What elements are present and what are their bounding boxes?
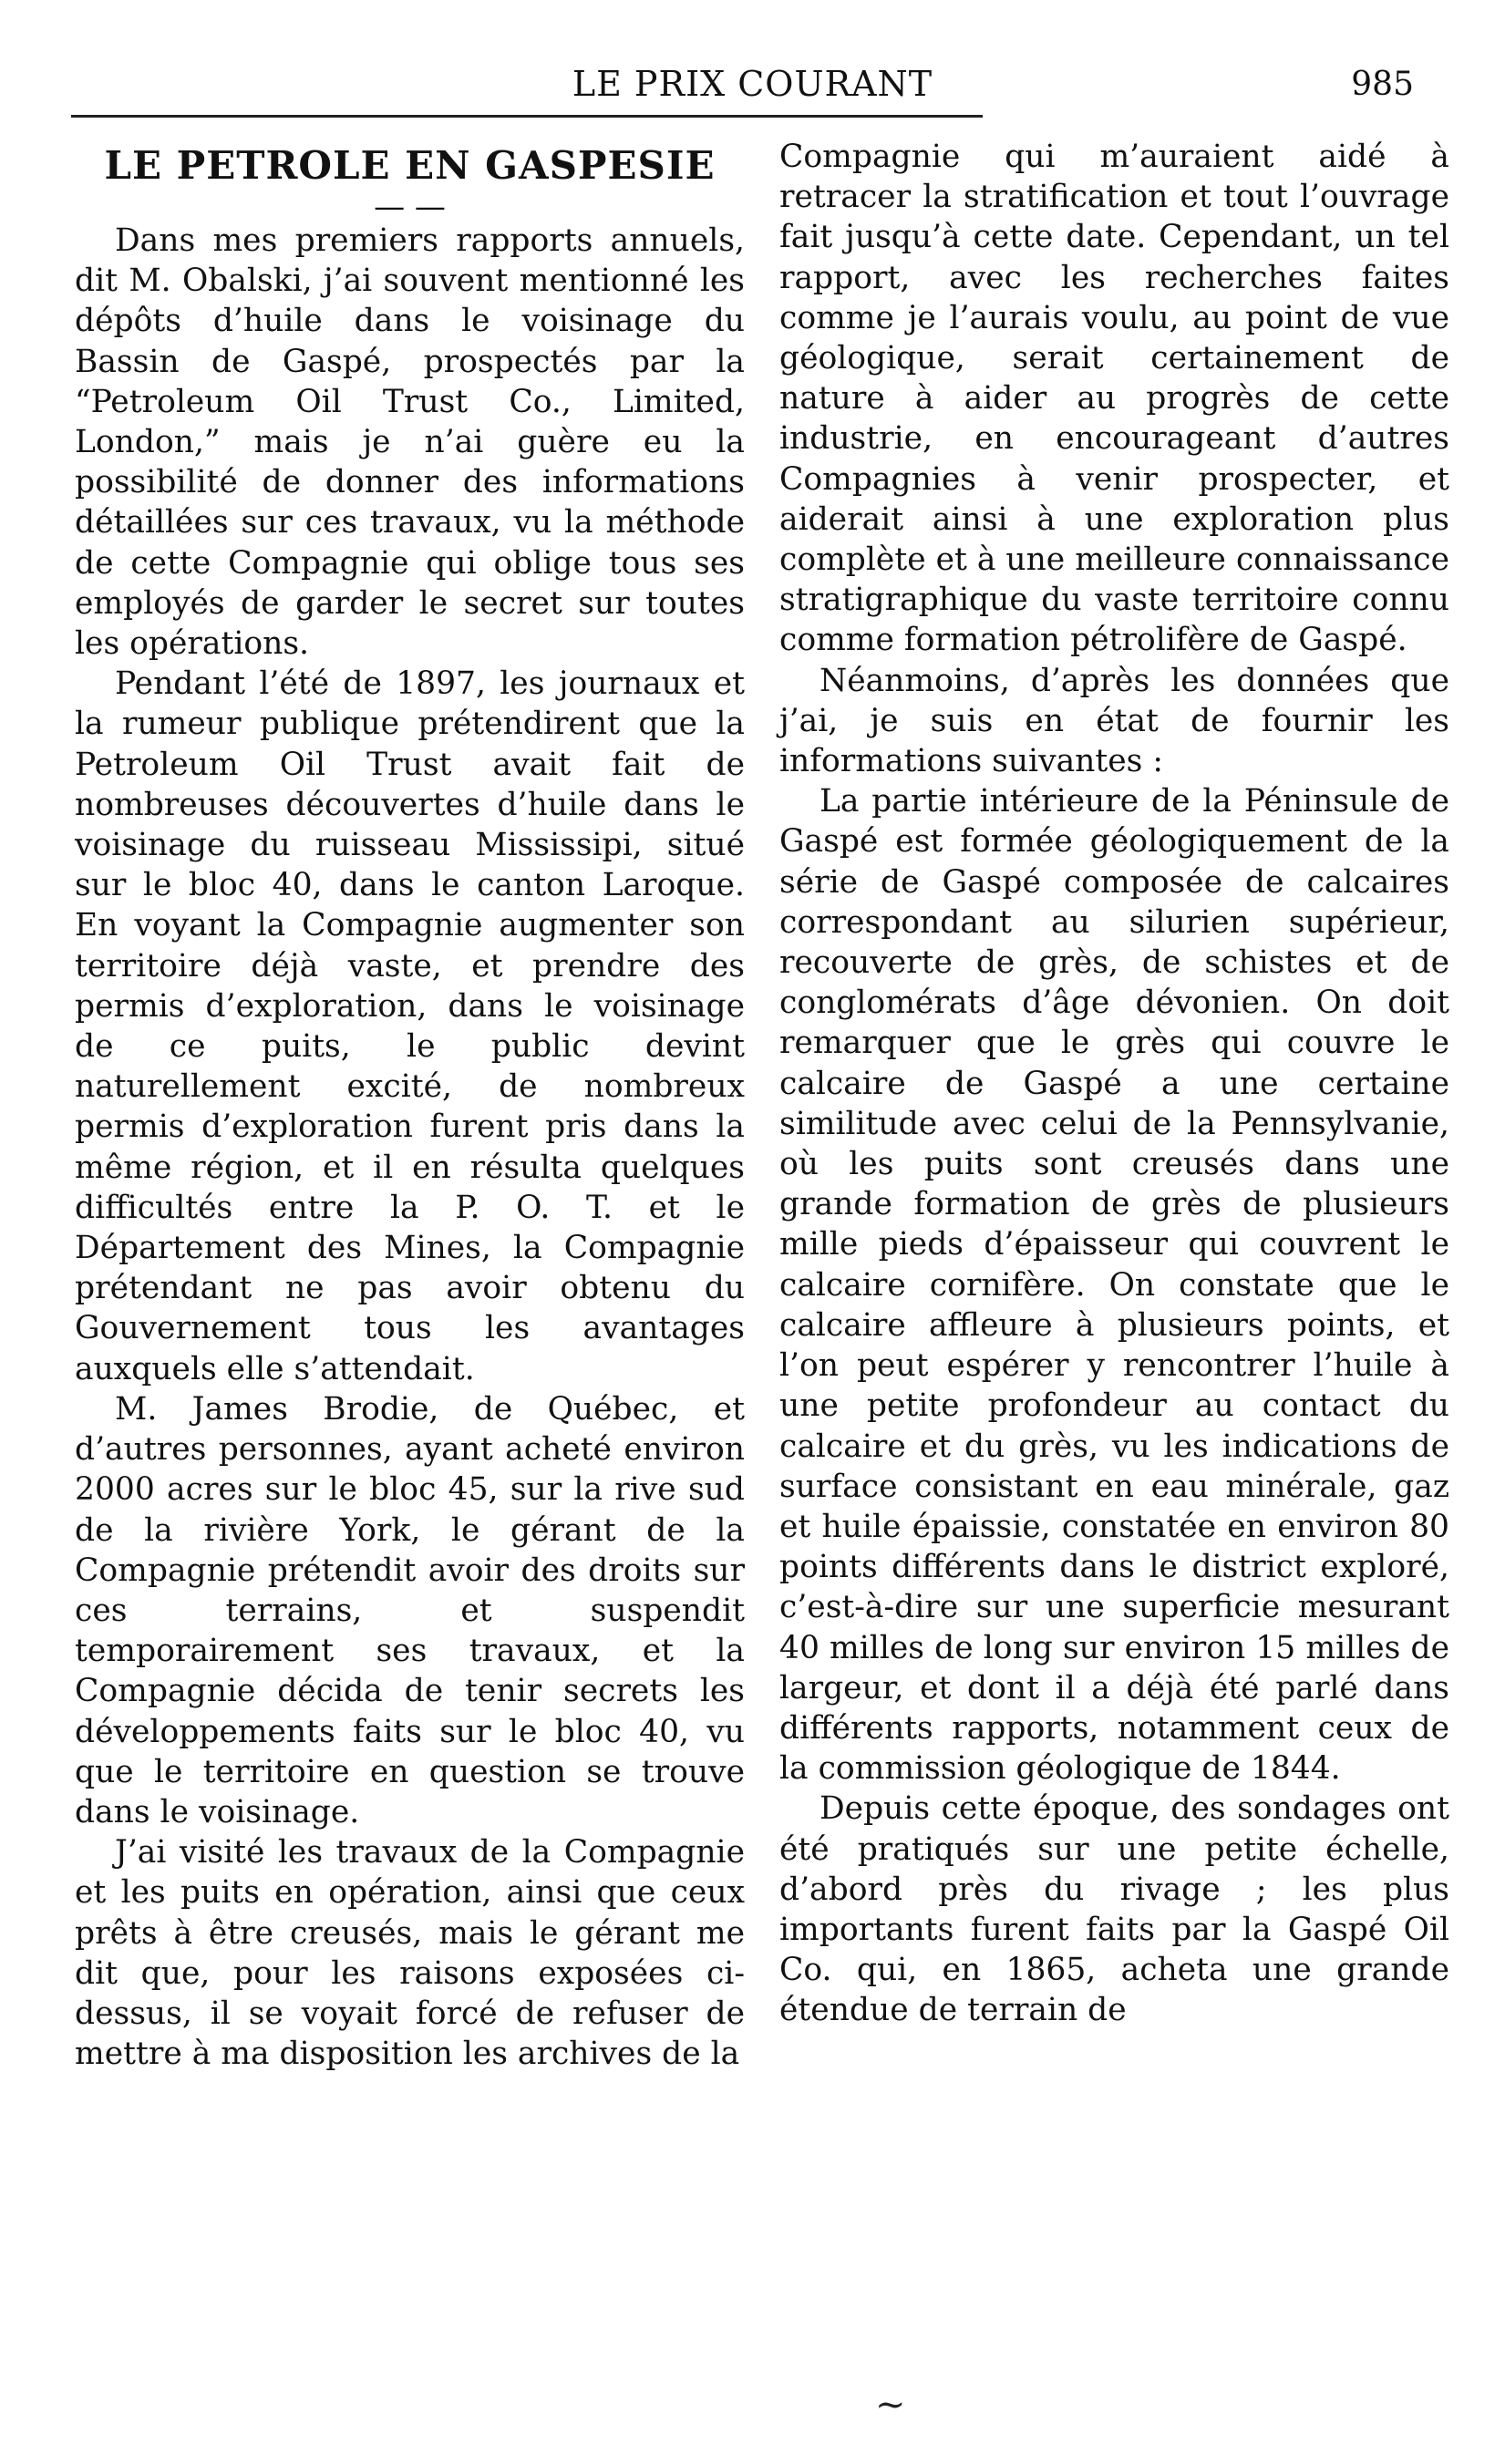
paragraph: Pendant l’été de 1897, les journaux et la rumeur publique prétendirent que la Petroleum Oil Trust avait fait de nombreuses découvertes d’huile dans le voisinage du ruisseau Mississipi, situé sur le bloc 40, dans le canton Laroque. En voyant la Compagnie augmenter son territoire déjà vaste, et prendre des permis d’exploration, dans le voisinage de ce puits, le public devint naturellement excité, de nombreux permis d’exploration furent pris dans la même région, et il en résulta quelques difficultés entre la P. O. T. et le Département des Mines, la Compagnie prétendant ne pas avoir obtenu du Gouvernement tous les avantages auxquels elle s’attendait.	[75, 665, 745, 1387]
running-head	[0, 64, 1505, 109]
header-rule	[71, 115, 983, 118]
paragraph: J’ai visité les travaux de la Compagnie et les puits en opération, ainsi que ceux prêts à être creusés, mais le gérant me dit que, pour les raisons exposées ci-dessus, il se voyait forcé de refuser de mettre à ma disposition les archives de la	[75, 1834, 745, 2073]
paragraph: Compagnie qui m’auraient aidé à retracer la stratification et tout l’ouvrage fait jusqu’à cette date. Cependant, un tel rapport, avec les recherches faites comme je l’aurais voulu, au point de vue géologique, serait certainement de nature à aider au progrès de cette industrie, en encourageant d’autres Compagnies à venir prospecter, et aiderait ainsi à une exploration plus complète et à une meilleure connaissance stratigraphique du vaste territoire connu comme formation pétrolifère de Gaspé.	[779, 139, 1450, 659]
page-number: 985	[1351, 66, 1414, 103]
footer-mark: ~	[875, 2384, 906, 2426]
title-separator: — —	[374, 189, 446, 225]
paragraph: Néanmoins, d’après les données que j’ai, je suis en état de fournir les informations suivantes :	[779, 662, 1449, 780]
paragraph: Dans mes premiers rapports annuels, dit M. Obalski, j’ai souvent mentionné les dépôts d’huile dans le voisinage du Bassin de Gaspé, prospectés par la “Petroleum Oil Trust Co., Limited, London,” mais je n’ai guère eu la possibilité de donner des informations détaillées sur ces travaux, vu la méthode de cette Compagnie qui oblige tous ses employés de garder le secret sur toutes les opérations.	[75, 222, 745, 663]
right-column	[779, 137, 1449, 2031]
left-column	[75, 137, 745, 2074]
article-title: LE PETROLE EN GASPESIE	[104, 143, 716, 188]
paragraph: Depuis cette époque, des sondages ont été pratiqués sur une petite échelle, d’abord près du rivage ; les plus importants furent faits par la Gaspé Oil Co. qui, en 1865, acheta une grande étendue de terrain de	[779, 1790, 1449, 2029]
paragraph: M. James Brodie, de Québec, et d’autres personnes, ayant acheté environ 2000 acres sur le bloc 45, sur la rive sud de la rivière York, le gérant de la Compagnie prétendit avoir des droits sur ces terrains, et suspendit temporairement ses travaux, et la Compagnie décida de tenir secrets les développements faits sur le bloc 40, vu que le territoire en question se trouve dans le voisinage.	[75, 1390, 745, 1830]
paragraph: La partie intérieure de la Péninsule de Gaspé est formée géologiquement de la série de Gaspé composée de calcaires correspondant au silurien supérieur, recouverte de grès, de schistes et de conglomérats d’âge dévonien. On doit remarquer que le grès qui couvre le calcaire de Gaspé a une certaine similitude avec celui de la Pennsylvanie, où les puits sont creusés dans une grande formation de grès de plusieurs mille pieds d’épaisseur qui couvrent le calcaire cornifère. On constate que le calcaire affleure à plusieurs points, et l’on peut espérer y rencontrer l’huile à une petite profondeur au contact du calcaire et du grès, vu les indications de surface consistant en eau minérale, gaz et huile épaissie, constatée en environ 80 points différents dans le district exploré, c’est-à-dire sur une superficie mesurant 40 milles de long sur environ 15 milles de largeur, et dont il a déjà été parlé dans différents rapports, notamment ceux de la commission géologique de 1844.	[779, 783, 1449, 1788]
running-title: LE PRIX COURANT	[572, 64, 933, 104]
